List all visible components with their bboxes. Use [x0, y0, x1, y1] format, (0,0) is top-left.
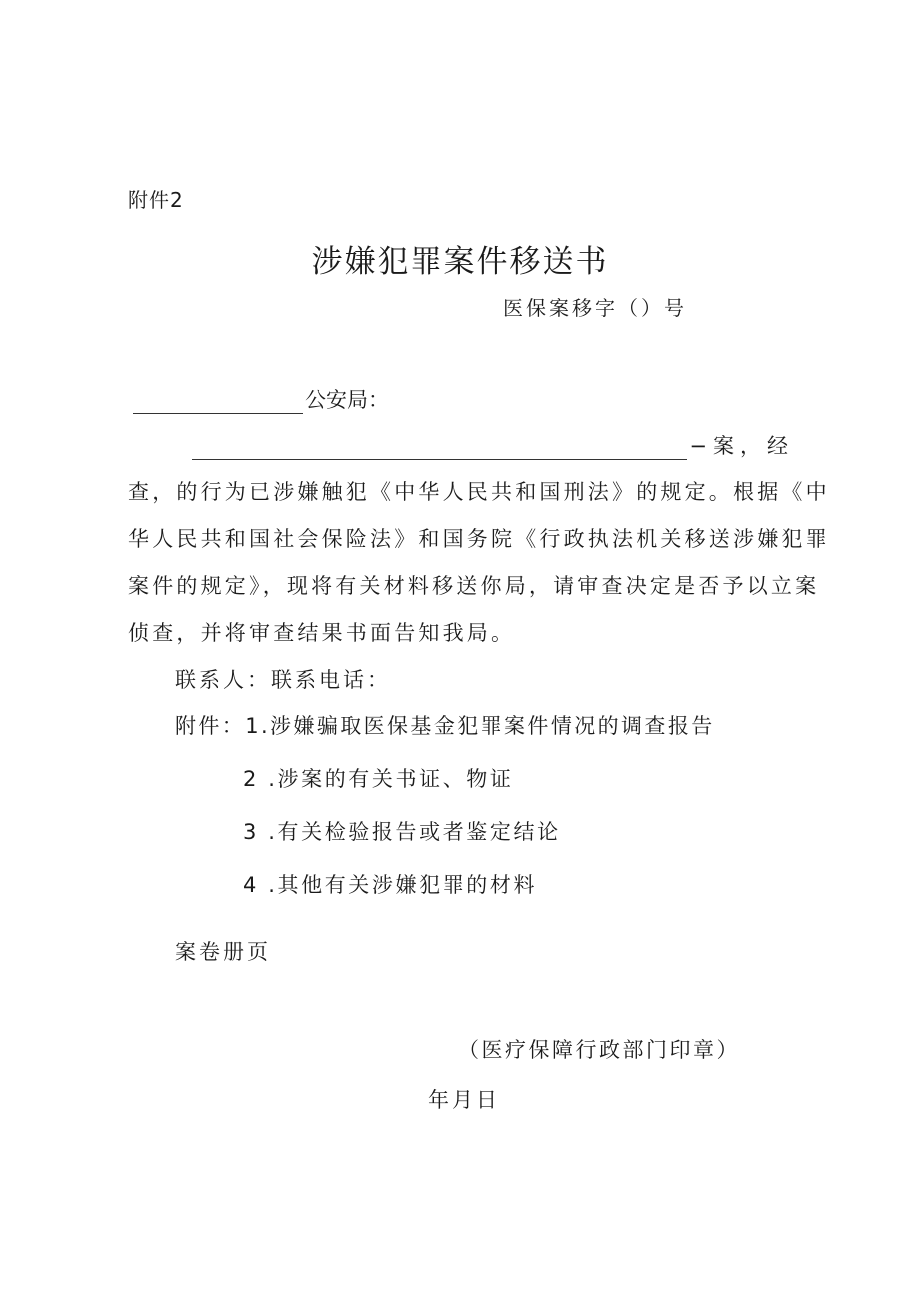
case-volume-label: 案卷册页 [175, 940, 271, 964]
contact-line: 联系人：联系电话： [175, 668, 391, 692]
case-name-line [192, 430, 794, 460]
body-paragraph-line: 华人民共和国社会保险法》和国务院《行政执法机关移送涉嫌犯罪 [128, 527, 830, 551]
attachment-label: 附件2 [128, 188, 184, 212]
addressee-line [133, 384, 389, 414]
body-paragraph-line: 侦查，并将审查结果书面告知我局。 [128, 621, 516, 645]
case-name-blank [192, 437, 687, 460]
seal-placeholder: （医疗保障行政部门印章） [458, 1038, 740, 1062]
document-number: 医保案移字（）号 [503, 296, 687, 320]
attachment-item-4: 4 .其他有关涉嫌犯罪的材料 [243, 873, 538, 897]
addressee-suffix: 公安局： [305, 388, 389, 412]
body-paragraph-line: 案件的规定》，现将有关材料移送你局，请审查决定是否予以立案 [128, 574, 820, 598]
case-line-tail: −案，经 [689, 434, 794, 458]
document-title: 涉嫌犯罪案件移送书 [311, 244, 609, 280]
attachment-item-1: 附件：1.涉嫌骗取医保基金犯罪案件情况的调查报告 [175, 714, 715, 738]
police-bureau-blank [133, 393, 303, 414]
attachment-item-3: 3 .有关检验报告或者鉴定结论 [243, 820, 561, 844]
attachment-item-2: 2 .涉案的有关书证、物证 [243, 767, 514, 791]
body-paragraph-line: 查，的行为已涉嫌触犯《中华人民共和国刑法》的规定。根据《中 [128, 480, 830, 504]
date-line: 年月日 [428, 1088, 500, 1112]
